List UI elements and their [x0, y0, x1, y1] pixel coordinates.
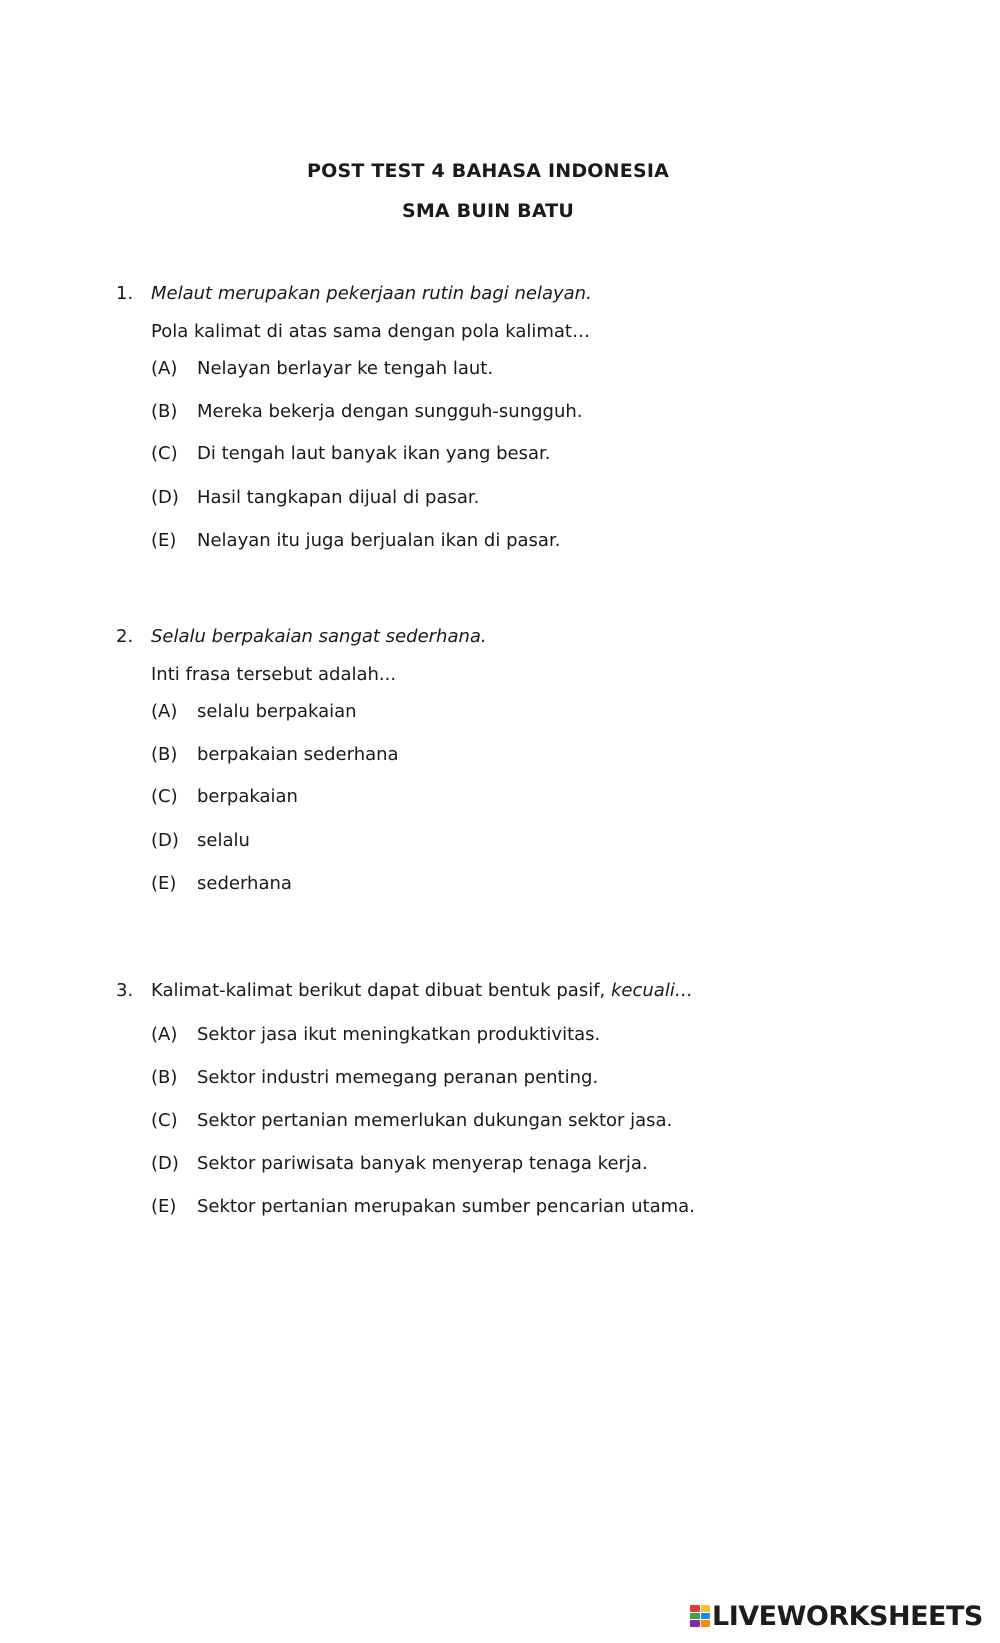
question-prompt: Inti frasa tersebut adalah... [151, 664, 397, 685]
option-letter: (B) [151, 401, 178, 422]
logo-text: LIVEWORKSHEETS [712, 1600, 983, 1632]
option-letter: (B) [151, 744, 178, 765]
option-text: Sektor pertanian memerlukan dukungan sektor jasa. [197, 1110, 673, 1131]
option-letter: (E) [151, 1196, 177, 1217]
option-letter: (A) [151, 1024, 178, 1045]
question-number: 1. [116, 283, 134, 304]
option-letter: (A) [151, 358, 178, 379]
option-letter: (E) [151, 530, 177, 551]
option-letter: (C) [151, 443, 178, 464]
option-text: Sektor jasa ikut meningkatkan produktivitas. [197, 1024, 601, 1045]
option-letter: (D) [151, 1153, 179, 1174]
question-stem: Melaut merupakan pekerjaan rutin bagi nelayan. [151, 283, 592, 304]
option-text: Mereka bekerja dengan sungguh-sungguh. [197, 401, 583, 422]
option-text: Hasil tangkapan dijual di pasar. [197, 487, 480, 508]
question-number: 2. [116, 626, 134, 647]
option-letter: (D) [151, 830, 179, 851]
option-letter: (C) [151, 1110, 178, 1131]
option-text: Sektor pariwisata banyak menyerap tenaga kerja. [197, 1153, 648, 1174]
option-text: Sektor industri memegang peranan penting. [197, 1067, 599, 1088]
option-text: Nelayan berlayar ke tengah laut. [197, 358, 494, 379]
option-text: Sektor pertanian merupakan sumber pencarian utama. [197, 1196, 695, 1217]
page-title: POST TEST 4 BAHASA INDONESIA [307, 160, 669, 182]
option-text: Di tengah laut banyak ikan yang besar. [197, 443, 551, 464]
question-stem-wrap [151, 980, 693, 1001]
liveworksheets-logo-icon [690, 1605, 710, 1627]
option-text: Nelayan itu juga berjualan ikan di pasar. [197, 530, 561, 551]
option-letter: (D) [151, 487, 179, 508]
option-letter: (B) [151, 1067, 178, 1088]
question-number: 3. [116, 980, 134, 1001]
option-text: sederhana [197, 873, 292, 894]
option-letter: (E) [151, 873, 177, 894]
question-stem: Kalimat-kalimat berikut dapat dibuat bentuk pasif, [151, 980, 606, 1001]
question-stem-emphasis: kecuali… [611, 980, 693, 1001]
option-text: berpakaian sederhana [197, 744, 399, 765]
option-text: selalu [197, 830, 250, 851]
question-stem: Selalu berpakaian sangat sederhana. [151, 626, 487, 647]
option-text: selalu berpakaian [197, 701, 357, 722]
option-letter: (C) [151, 786, 178, 807]
option-text: berpakaian [197, 786, 298, 807]
page-subtitle: SMA BUIN BATU [401, 200, 575, 222]
option-letter: (A) [151, 701, 178, 722]
liveworksheets-logo[interactable] [690, 1600, 983, 1632]
question-prompt: Pola kalimat di atas sama dengan pola kalimat… [151, 321, 590, 342]
